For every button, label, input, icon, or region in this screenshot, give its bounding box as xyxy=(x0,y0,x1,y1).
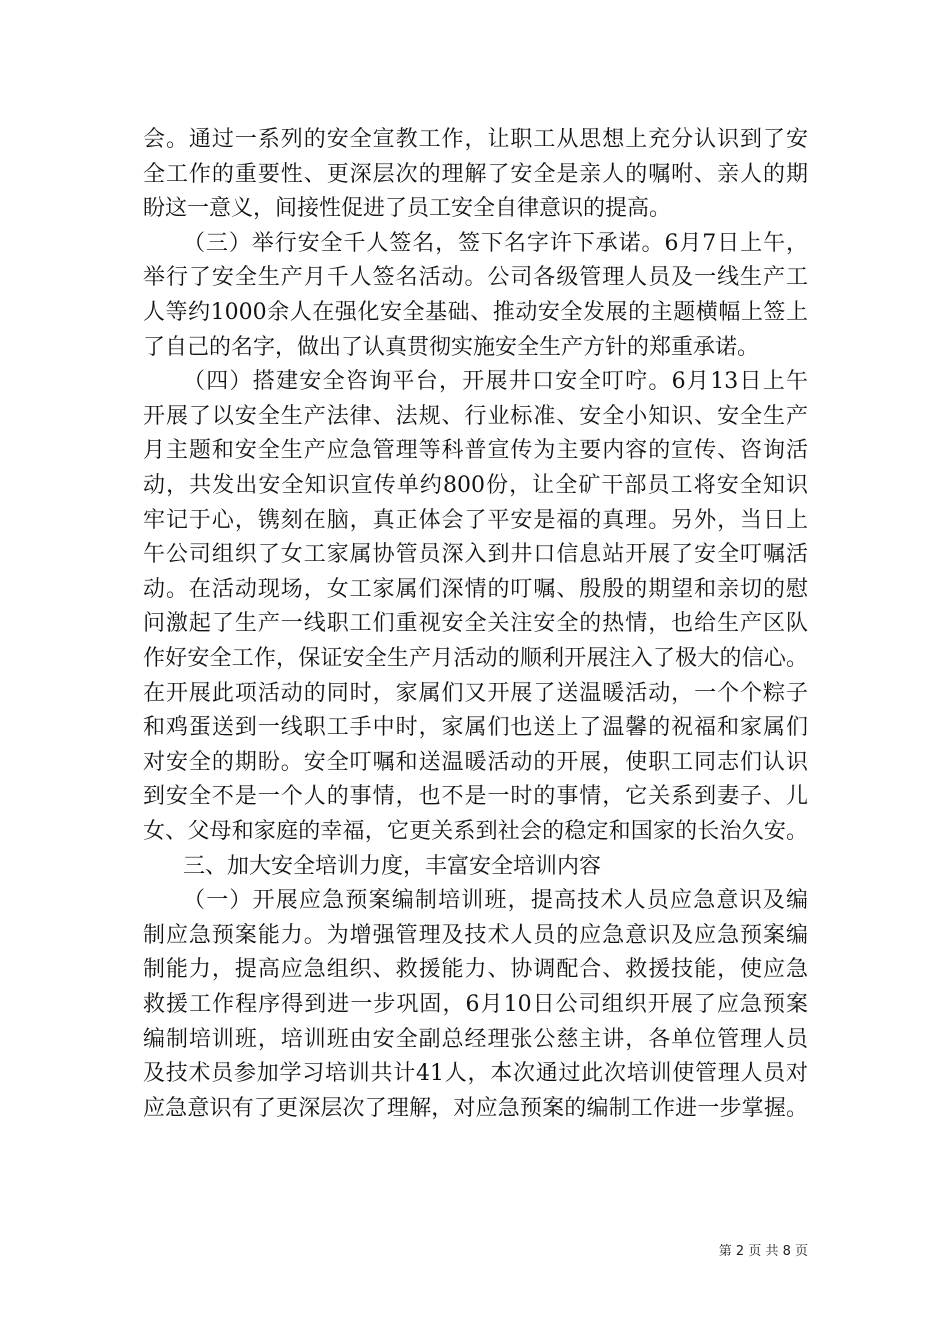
text-line: 了自己的名字，做出了认真贯彻实施安全生产方针的郑重承诺。 xyxy=(143,334,760,360)
text-line: 牢记于心，镌刻在脑，真正体会了平安是福的真理。另外，当日上 xyxy=(143,507,808,533)
text-line: 在开展此项活动的同时，家属们又开展了送温暖活动，一个个粽子 xyxy=(143,680,808,706)
text-line: 及技术员参加学习培训共计41人，本次通过此次培训使管理人员对 xyxy=(143,1061,808,1087)
text-line: 人等约1000余人在强化安全基础、推动安全发展的主题横幅上签上 xyxy=(143,300,808,325)
text-line: 制能力，提高应急组织、救援能力、协调配合、救援技能，使应急 xyxy=(143,957,808,983)
text-line: 到安全不是一个人的事情，也不是一时的事情，它关系到妻子、儿 xyxy=(143,784,808,810)
text-line: 动。在活动现场，女工家属们深情的叮嘱、殷殷的期望和亲切的慰 xyxy=(143,576,808,602)
text-line: 开展了以安全生产法律、法规、行业标准、安全小知识、安全生产 xyxy=(143,403,808,429)
paragraph-first-line: （四）搭建安全咨询平台，开展井口安全叮咛。6月13日上午 xyxy=(183,369,808,395)
text-line: 问激起了生产一线职工们重视安全关注安全的热情，也给生产区队 xyxy=(143,611,808,637)
page-number-footer: 第 2 页 共 8 页 xyxy=(718,1244,808,1259)
text-line: 和鸡蛋送到一线职工手中时，家属们也送上了温馨的祝福和家属们 xyxy=(143,715,808,741)
text-line: 盼这一意义，间接性促进了员工安全自律意识的提高。 xyxy=(143,196,672,222)
paragraph-first-line: 三、加大安全培训力度，丰富安全培训内容 xyxy=(183,853,602,879)
text-line: 作好安全工作，保证安全生产月活动的顺利开展注入了极大的信心。 xyxy=(143,646,808,671)
text-line: 编制培训班，培训班由安全副总经理张公慈主讲，各单位管理人员 xyxy=(143,1026,808,1052)
text-line: 女、父母和家庭的幸福，它更关系到社会的稳定和国家的长治久安。 xyxy=(143,819,808,844)
text-line: 会。通过一系列的安全宣教工作，让职工从思想上充分认识到了安 xyxy=(143,127,808,152)
text-line: 月主题和安全生产应急管理等科普宣传为主要内容的宣传、咨询活 xyxy=(143,438,808,464)
text-line: 全工作的重要性、更深层次的理解了安全是亲人的嘱咐、亲人的期 xyxy=(143,161,808,187)
text-line: 午公司组织了女工家属协管员深入到井口信息站开展了安全叮嘱活 xyxy=(143,542,808,568)
paragraph-first-line: （三）举行安全千人签名，签下名字许下承诺。6月7日上午， xyxy=(183,230,808,256)
paragraph-first-line: （一）开展应急预案编制培训班，提高技术人员应急意识及编 xyxy=(183,888,808,914)
text-line: 制应急预案能力。为增强管理及技术人员的应急意识及应急预案编 xyxy=(143,922,808,948)
text-line: 应急意识有了更深层次了理解，对应急预案的编制工作进一步掌握。 xyxy=(143,1095,808,1121)
text-line: 动，共发出安全知识宣传单约800份，让全矿干部员工将安全知识 xyxy=(143,473,808,498)
text-line: 举行了安全生产月千人签名活动。公司各级管理人员及一线生产工 xyxy=(143,265,808,291)
text-line: 救援工作程序得到进一步巩固，6月10日公司组织开展了应急预案 xyxy=(143,992,808,1017)
text-line: 对安全的期盼。安全叮嘱和送温暖活动的开展，使职工同志们认识 xyxy=(143,749,808,775)
